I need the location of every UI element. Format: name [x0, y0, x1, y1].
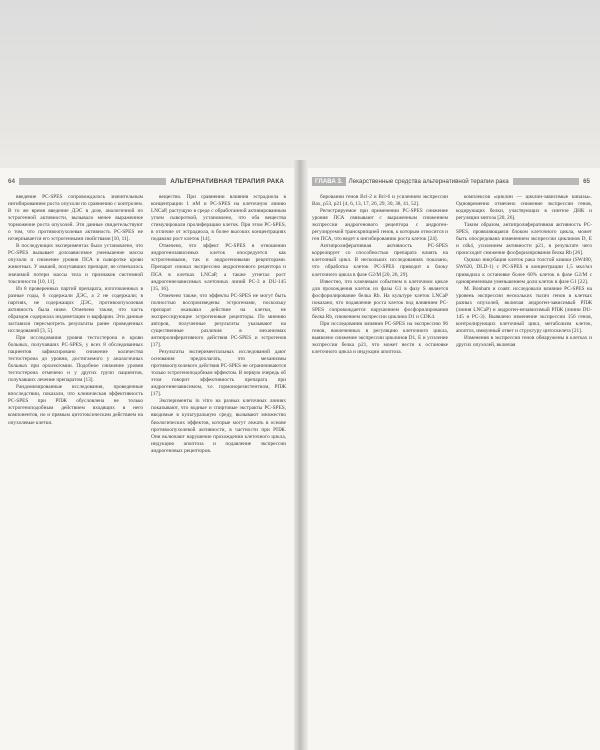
paragraph: Отмечено, что эффект PC-SPES в отношении андрогенозависимых клеток опосредуется как эстрогеновыми, так и андрогеновыми рецепторами. Препарат снижал экспрессию андрогенового рецептора и ПСА в клетках LNCaP, а также угнетал рост андрогеннезависимых клеточных линий PC-3 и DU-145 [15, 16].: [151, 243, 286, 292]
paragraph: М. Bonham и соавт. исследовали влияние PC-SPES на уровень экспрессии нескольких тысяч генов в клетках разных опухолей, включая андроген-зависимый РПЖ (линия LNCaP) и андроген-независимый РПЖ (линии DU-145 и PC-3). Выявлено изменение экспрессии 156 генов, контролирующих клеточный цикл, метаболизм клеток, апоптоз, иммунный ответ и структуру цитоскелета [21].: [456, 285, 592, 334]
chapter-title: Лекарственные средства альтернативной терапии рака: [348, 178, 509, 185]
chapter-label: ГЛАВА 3.: [312, 177, 346, 186]
left-page-number: 64: [8, 178, 15, 185]
right-column-1: [312, 194, 448, 750]
paragraph: Регистрируемое при применении PC-SPES снижение уровня ПСА связывают с выраженным снижением экспрессии андрогенового рецептора с андроген-регулируемой транскрипцией генов, к которым относится и ген ПСА, что ведет к ингибированию роста клеток [24].: [312, 208, 448, 243]
right-column-2: [456, 194, 592, 750]
paragraph: Рандомизированные исследования, проведенные впоследствии, показали, что клиническая эффективность PC-SPES при РПЖ обусловлена не только эстрогеноподобным действием входящих в него компонентов, но и прямым цитотоксическим действием на опухолевые клетки.: [8, 384, 143, 426]
paragraph: В последующих экспериментах было установлено, что PC-SPES вызывает дозозависимое уменьшение массы опухоли и снижение уровня ПСА в сыворотке крови животных. У мышей, получавших препарат, не отмечалось значимой потери массы тела и признаков системной токсичности [10, 11].: [8, 243, 143, 285]
paragraph: бировании генов Bcl-2 и Bcl-6 и усилением экспрессии Bax, p53, p21 [4, 6, 13, 17, 26, 29, 30, 38, 41, 52].: [312, 194, 448, 208]
left-column-2: [151, 194, 286, 750]
right-running-header: [312, 176, 590, 187]
header-rule: [19, 178, 166, 185]
paragraph: Однако инкубация клеток рака толстой кишки (SW480, SW620, DLD-1) с PC-SPES в концентрации 1,5 мкл/мл приводила к остановке более 60% клеток в фазе G2/M с одновременным уменьшением доли клеток в фазе G1 [22].: [456, 257, 592, 285]
paragraph: Изменения в экспрессии генов обнаружены в клетках и других опухолей, включая: [456, 334, 592, 348]
paragraph: Результаты экспериментальных исследований дают основания предполагать, что механизмы противоопухолевого действия PC-SPES не ограничиваются только эстрогеноподобным эффектом. В первую очередь об этом говорит эффективность препарата при андрогеннезависимом, т.е. гормонорезистентном, РПЖ [17].: [151, 349, 286, 398]
left-running-header: [8, 176, 284, 187]
left-running-head-title: АЛЬТЕРНАТИВНАЯ ТЕРАПИЯ РАКА: [170, 178, 284, 185]
paragraph: При исследовании влияния PC-SPES на экспрессию 96 генов, вовлеченных в регуляцию клеточного цикла, выявлено снижение экспрессии циклинов D1, E и усиление экспрессии белка p21, что может вести к остановке клеточного цикла и индукции апоптоза.: [312, 320, 448, 356]
paragraph: Из 8 проверенных партий препарата, изготовленных в разные годы, 6 содержали ДЭС, а 2 не содержали; в партиях, не содержащих ДЭС, противоопухолевая активность была ниже. Отмечено также, что часть образцов содержала индометацин и варфарин. Эти данные заставили пересмотреть результаты ранее проведенных исследований [3, 5].: [8, 285, 143, 334]
paragraph: Отмечено также, что эффекты PC-SPES не могут быть полностью воспроизведены эстрогенами, поскольку препарат оказывал действие на клетки, не экспрессирующие эстрогеновые рецепторы. По мнению авторов, полученные результаты указывают на существенные различия в механизмах антипролиферативного действия PC-SPES и эстрогенов [17].: [151, 292, 286, 348]
left-page-text: [8, 194, 286, 750]
paragraph: введение PC-SPES сопровождалось значительным ингибированием роста опухоли по сравнению с контролем. В то же время введение ДЭС в дозе, аналогичной по эстрогенной активности, вызывало менее выраженное торможение роста опухолей. Эти данные свидетельствуют о том, что противоопухолевая активность PC-SPES не исчерпывается его эстрогенными свойствами [10, 11].: [8, 194, 143, 243]
left-column-1: [8, 194, 143, 750]
paragraph: Таким образом, антипролиферативная активность PC-SPES, проявляющаяся блоком клеточного цикла, может быть опосредована изменением экспрессии циклинов D, E и cdk4, усилением активности p21, в результате чего происходит снижение фосфорилирования белка Rb [26].: [456, 222, 592, 257]
paragraph: Антипролиферативная активность PC-SPES коррелирует со способностью препарата влиять на клеточный цикл. В нескольких исследованиях показано, что обработка клеток PC-SPES приводит к блоку клеточного цикла в фазе G2/M [20, 26, 29].: [312, 243, 448, 278]
paragraph: Эксперименты in vitro на разных клеточных линиях показывают, что водные и спиртовые экстракты PC-SPES, вводимые в культуральную среду, вызывают множество биологических эффектов, которые могут лежать в основе противоопухолевой активности, в частности при РПЖ. Они включают нарушение прохождения клеточного цикла, индукцию апоптоза и подавление экспрессии андрогеновых рецепторов.: [151, 398, 286, 454]
right-page-text: [312, 194, 592, 750]
paragraph: комплексов «циклин — циклин-зависимые киназы». Одновременно отмечено снижение экспрессии генов, кодирующих белки, участвующих в синтезе ДНК и регуляции митоза [20, 26].: [456, 194, 592, 222]
paragraph: вещество. При сравнении влияния эстрадиола в концентрации 1 нМ и PC-SPES на клеточную линию LNCaP, растущую в среде с обработанной активированным углем сывороткой, установлено, что оба вещества стимулировали пролиферацию клеток. При этом PC-SPES, в отличие от эстрадиола, в более высоких концентрациях подавлял рост клеток [14].: [151, 194, 286, 243]
paragraph: При исследовании уровня тестостерона в крови больных, получавших PC-SPES, у всех 8 обследованных пациентов зафиксировано снижение количества тестостерона до уровня, достигаемого у аналогичных больных при орхиэктомии. Подобное снижение уровня тестостерона отмечено и у других групп пациентов, получавших лечение препаратом [13].: [8, 334, 143, 384]
right-page-number: 65: [583, 178, 590, 185]
header-rule: [513, 178, 579, 185]
paragraph: Известно, что ключевым событием в клеточном цикле для прохождения клеток из фазы G1 в фазу S является фосфорилирование белка Rb. На культуре клеток LNCaP показано, что подавление роста клеток под влиянием PC-SPES сопровождается нарушением фосфорилирования белка Rb, снижением экспрессии циклина D1 и CDK4.: [312, 278, 448, 320]
